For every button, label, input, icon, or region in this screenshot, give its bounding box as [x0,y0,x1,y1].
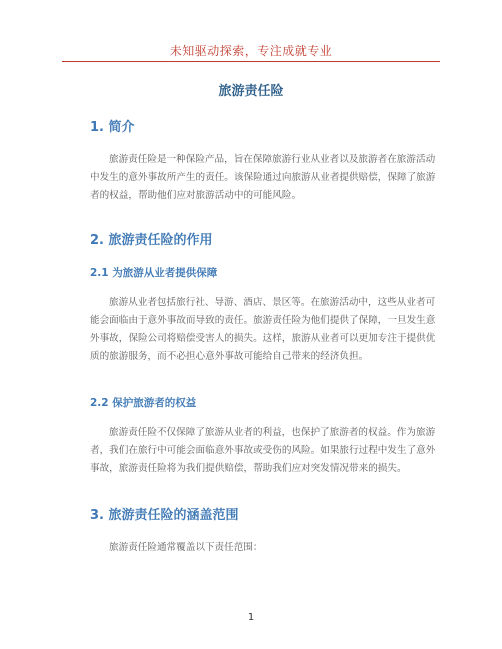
paragraph-line: 旅游责任险通常覆盖以下责任范围： [109,542,263,553]
document-title: 旅游责任险 [218,84,284,99]
paragraph-line: 者的权益，帮助他们应对旅游活动中的可能风险。 [90,190,302,201]
paragraph-line: 中发生的意外事故所产生的责任。该保险通过向旅游从业者提供赔偿，保障了旅游 [90,172,436,183]
paragraph-line: 事故，旅游责任险将为我们提供赔偿，帮助我们应对突发情况带来的损失。 [90,463,407,474]
header-divider [62,61,440,62]
paragraph-line: 外事故，保险公司将赔偿受害人的损失。这样，旅游从业者可以更加专注于提供优 [90,333,436,344]
subsection-2-2-paragraph [90,424,436,478]
paragraph-line: 旅游从业者包括旅行社、导游、酒店、景区等。在旅游活动中，这些从业者可 [109,297,436,308]
section-2-heading: 2. 旅游责任险的作用 [90,233,213,248]
paragraph-line: 旅游责任险不仅保障了旅游从业者的利益，也保护了旅游者的权益。作为旅游 [109,427,436,438]
section-3-heading: 3. 旅游责任险的涵盖范围 [90,508,239,523]
subsection-2-2-heading: 2.2 保护旅游者的权益 [90,397,197,409]
paragraph-line: 旅游责任险是一种保险产品，旨在保障旅游行业从业者以及旅游者在旅游活动 [109,154,436,165]
paragraph-line: 者，我们在旅行中可能会面临意外事故或受伤的风险。如果旅行过程中发生了意外 [90,445,436,456]
section-3-paragraph [90,539,412,557]
header-slogan: 未知驱动探索，专注成就专业 [169,44,333,58]
subsection-2-1-heading: 2.1 为旅游从业者提供保障 [90,267,218,279]
paragraph-line: 质的旅游服务，而不必担心意外事故可能给自己带来的经济负担。 [90,351,369,362]
section-1-paragraph [90,151,436,205]
subsection-2-1-paragraph [90,294,436,366]
section-1-heading: 1. 简介 [90,120,135,135]
page-number: 1 [247,612,255,623]
paragraph-line: 能会面临由于意外事故而导致的责任。旅游责任险为他们提供了保障，一旦发生意 [90,315,436,326]
